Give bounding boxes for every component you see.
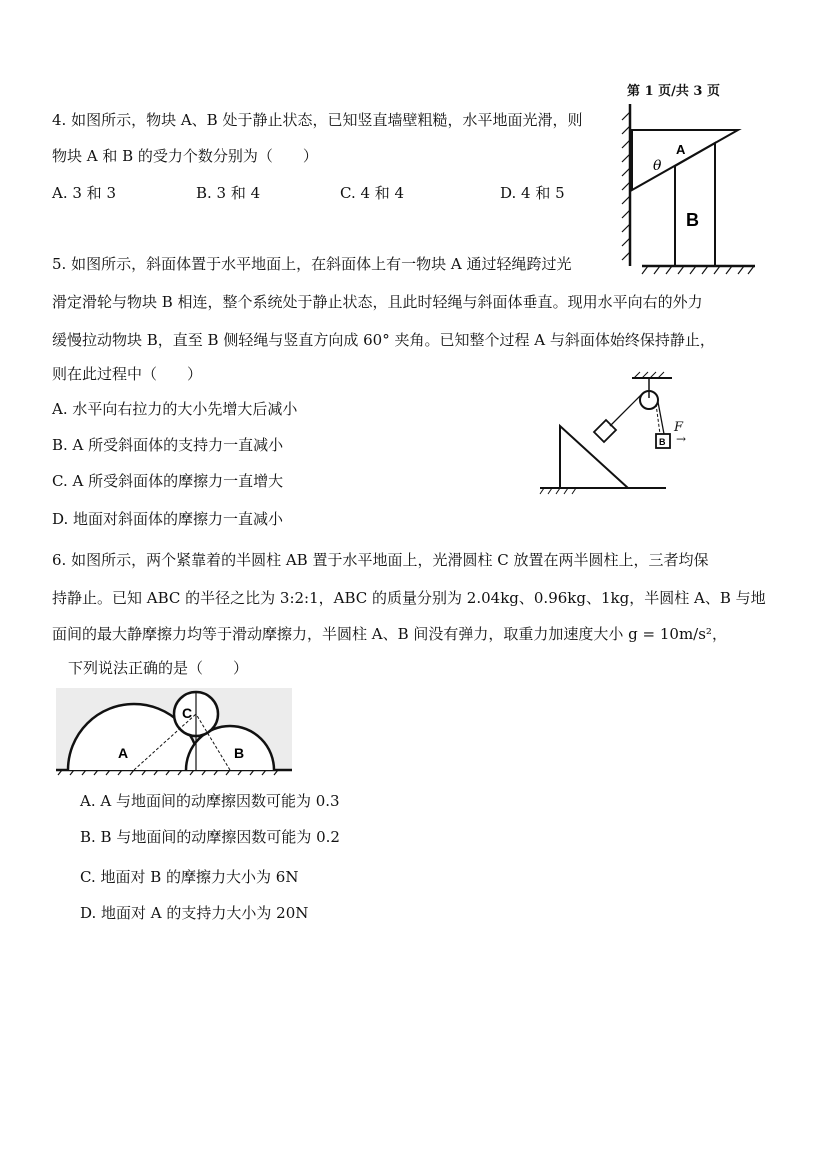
q6-figure [56, 682, 294, 776]
q4-figure [620, 98, 765, 278]
q6-label-a: A [118, 745, 129, 761]
q6-label-c: C [182, 705, 193, 721]
q5-rope-a [610, 394, 642, 426]
q5-stem-line4: 则在此过程中（ ） [52, 365, 203, 383]
q6-option-b[interactable]: B. B 与地面间的动摩擦因数可能为 0.2 [80, 828, 340, 846]
q5-incline [560, 426, 628, 488]
q4-label-theta: θ [653, 158, 662, 174]
q4-stem-line2: 物块 A 和 B 的受力个数分别为（ ） [52, 147, 318, 165]
q5-option-d[interactable]: D. 地面对斜面体的摩擦力一直减小 [52, 510, 284, 528]
q6-stem-line3: 面间的最大静摩擦力均等于滑动摩擦力，半圆柱 A、B 间没有弹力，取重力加速度大小 g = 10m/s²， [52, 625, 727, 643]
q4-option-a[interactable]: A. 3 和 3 [52, 184, 116, 202]
q5-force-arrow-icon: → [676, 432, 687, 446]
q5-option-c[interactable]: C. A 所受斜面体的摩擦力一直增大 [52, 472, 284, 490]
q4-option-c[interactable]: C. 4 和 4 [340, 184, 405, 202]
q6-stem-line4: 下列说法正确的是（ ） [68, 659, 249, 677]
q5-option-a[interactable]: A. 水平向右拉力的大小先增大后减小 [52, 400, 298, 418]
q4-label-b: B [686, 210, 699, 230]
q6-option-c[interactable]: C. 地面对 B 的摩擦力大小为 6N [80, 868, 299, 886]
q5-stem-line1: 5. 如图所示，斜面体置于水平地面上，在斜面体上有一物块 A 通过轻绳跨过光 [52, 255, 572, 273]
q4-label-a: A [676, 142, 686, 157]
q5-label-f: F [674, 420, 684, 435]
q5-stem-line3: 缓慢拉动物块 B，直至 B 侧轻绳与竖直方向成 60° 夹角。已知整个过程 A 与斜面体始终保持静止， [52, 331, 715, 349]
q6-option-d[interactable]: D. 地面对 A 的支持力大小为 20N [80, 904, 309, 922]
q6-option-a[interactable]: A. A 与地面间的动摩擦因数可能为 0.3 [80, 792, 340, 810]
q5-figure [532, 368, 672, 498]
q4-block-b [675, 143, 715, 266]
q5-label-b: B [659, 437, 666, 447]
q5-stem-line2: 滑定滑轮与物块 B 相连，整个系统处于静止状态，且此时轻绳与斜面体垂直。现用水平向右的外力 [52, 293, 703, 311]
q6-stem-line2: 持静止。已知 ABC 的半径之比为 3:2:1，ABC 的质量分别为 2.04kg、0.96kg、1kg，半圆柱 A、B 与地 [52, 589, 766, 607]
q4-stem-line1: 4. 如图所示，物块 A、B 处于静止状态，已知竖直墙壁粗糙，水平地面光滑，则 [52, 111, 583, 129]
q6-stem-line1: 6. 如图所示，两个紧靠着的半圆柱 AB 置于水平地面上，光滑圆柱 C 放置在两半圆柱上，三者均保 [52, 551, 709, 569]
q4-option-d[interactable]: D. 4 和 5 [500, 184, 565, 202]
page-indicator: 第 1 页/共 3 页 [627, 84, 720, 99]
q5-option-b[interactable]: B. A 所受斜面体的支持力一直减小 [52, 436, 284, 454]
q6-label-b: B [234, 745, 245, 761]
q4-option-b[interactable]: B. 3 和 4 [196, 184, 261, 202]
